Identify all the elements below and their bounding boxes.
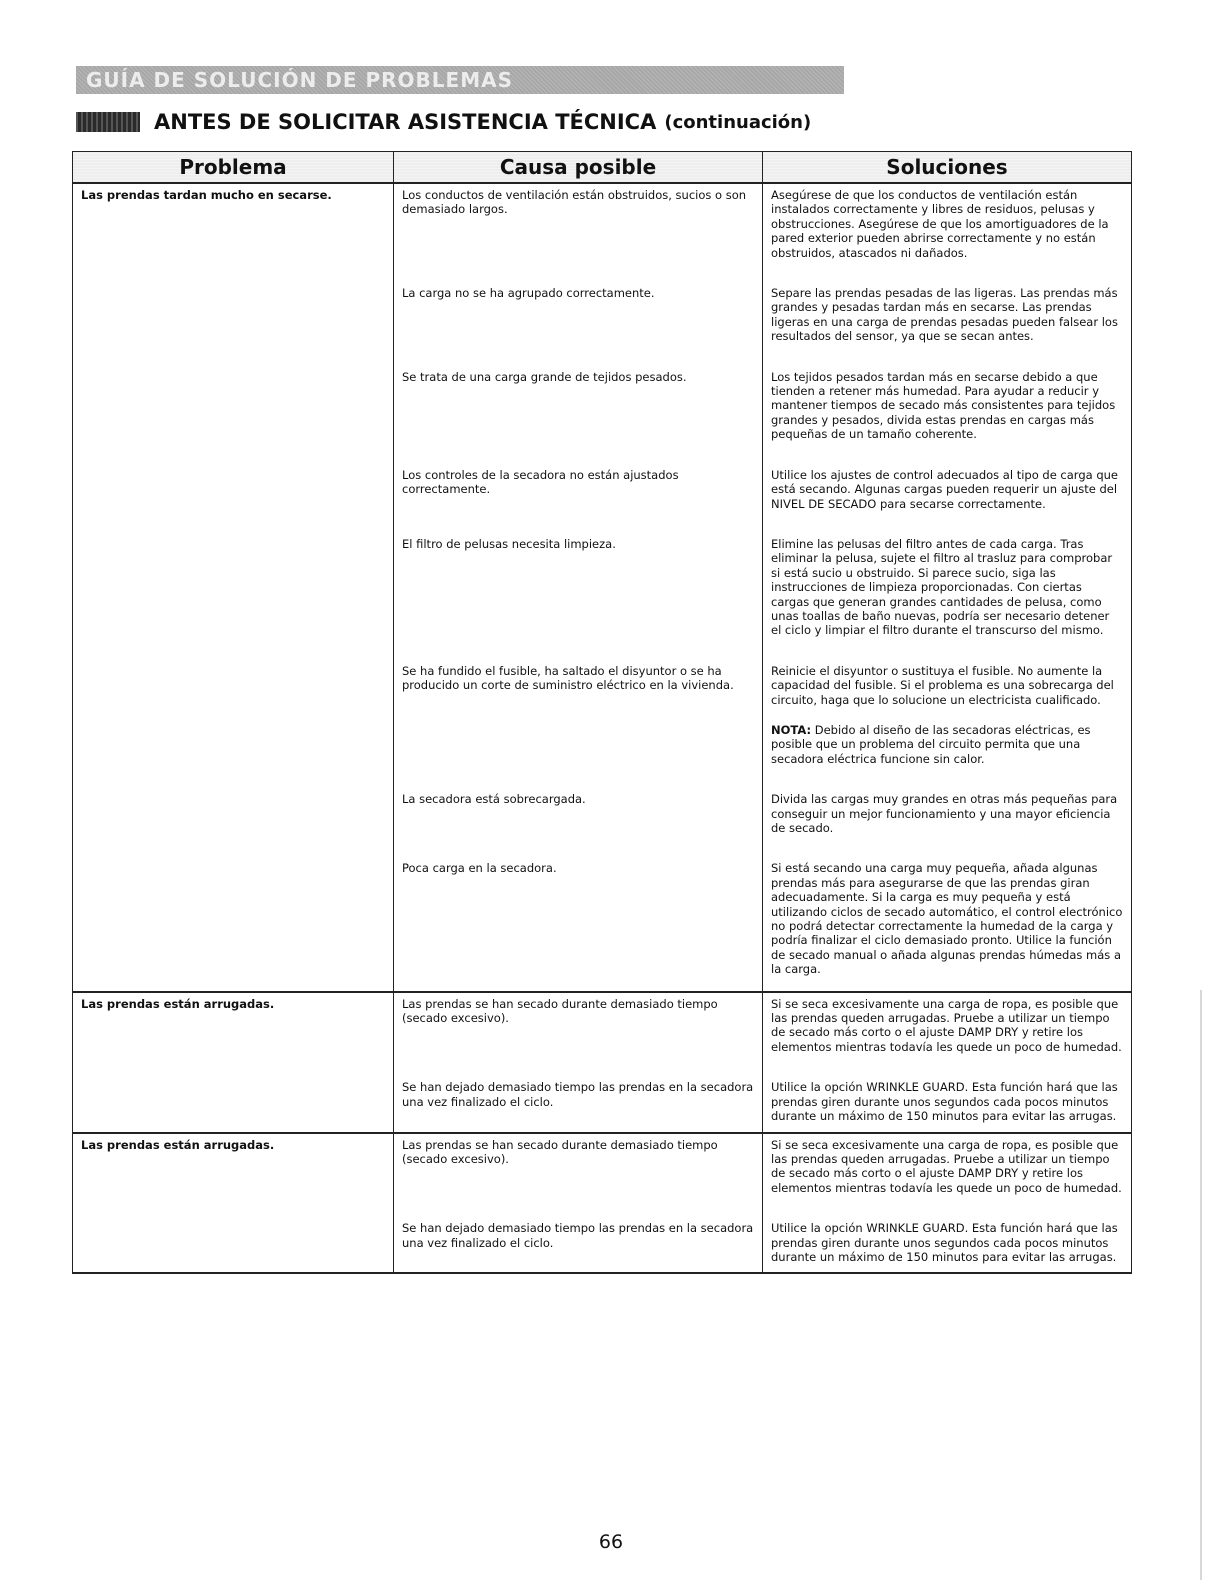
cause-cell: El filtro de pelusas necesita limpieza. [394, 533, 763, 660]
table-row [73, 992, 1132, 1077]
column-header-solution: Soluciones [763, 152, 1132, 184]
cause-cell: La secadora está sobrecargada. [394, 788, 763, 857]
note-text: Debido al diseño de las secadoras eléctricas, es posible que un problema del circuito permita que una secadora eléctrica funcione sin calor. [771, 722, 1091, 766]
scan-edge-line [1200, 990, 1202, 1580]
heading-subtitle: (continuación) [664, 111, 812, 133]
table-header-row [73, 152, 1132, 184]
solution-cell: Reinicie el disyuntor o sustituya el fusible. No aumente la capacidad del fusible. Si el problema es una sobrecarga del circuito, haga que lo solucione un electricista cualificado. [763, 660, 1132, 717]
cause-cell: Se han dejado demasiado tiempo las prendas en la secadora una vez finalizado el ciclo. [394, 1076, 763, 1132]
solution-cell: Los tejidos pesados tardan más en secarse debido a que tienden a retener más humedad. Para ayudar a reducir y mantener tiempos de secado más consistentes para tejidos grandes y pesados, divida estas prendas en cargas más pequeñas de un tamaño coherente. [763, 366, 1132, 464]
note-cell [763, 717, 1132, 788]
solution-cell: Elimine las pelusas del filtro antes de cada carga. Tras eliminar la pelusa, sujete el filtro al trasluz para comprobar si está sucio u obstruido. Si parece sucio, siga las instrucciones de limpieza proporcionadas. Con ciertas cargas que generan grandes cantidades de pelusa, como unas toallas de baño nuevas, podría ser necesario detener el ciclo y limpiar el filtro durante el transcurso del mismo. [763, 533, 1132, 660]
column-header-cause: Causa posible [394, 152, 763, 184]
column-header-problem: Problema [73, 152, 394, 184]
cause-cell: Las prendas se han secado durante demasiado tiempo (secado excesivo). [394, 992, 763, 1077]
solution-cell: Utilice los ajustes de control adecuados al tipo de carga que está secando. Algunas cargas pueden requerir un ajuste del NIVEL DE SECADO para secarse correctamente. [763, 464, 1132, 533]
problem-cell: Las prendas tardan mucho en secarse. [73, 183, 394, 992]
heading-title: ANTES DE SOLICITAR ASISTENCIA TÉCNICA [154, 110, 657, 134]
cause-cell: Se ha fundido el fusible, ha saltado el disyuntor o se ha producido un corte de suministro eléctrico en la vivienda. [394, 660, 763, 788]
page-number: 66 [598, 1531, 624, 1553]
heading-marker [76, 112, 140, 132]
note-label: NOTA: [771, 722, 812, 737]
problem-cell: Las prendas están arrugadas. [73, 1133, 394, 1274]
table-row [73, 1133, 1132, 1218]
solution-cell: Utilice la opción WRINKLE GUARD. Esta función hará que las prendas giren durante unos segundos cada pocos minutos durante un máximo de 150 minutos para evitar las arrugas. [763, 1076, 1132, 1132]
cause-cell: Los conductos de ventilación están obstruidos, sucios o son demasiado largos. [394, 183, 763, 282]
problem-cell: Las prendas están arrugadas. [73, 992, 394, 1133]
solution-cell: Separe las prendas pesadas de las ligeras. Las prendas más grandes y pesadas tardan más en secarse. Las prendas ligeras en una carga de prendas pesadas pueden falsear los resultados del sensor, ya que se secan antes. [763, 282, 1132, 366]
solution-cell: Divida las cargas muy grandes en otras más pequeñas para conseguir un mejor funcionamiento y una mayor eficiencia de secado. [763, 788, 1132, 857]
cause-cell: Poca carga en la secadora. [394, 857, 763, 991]
cause-cell: Se han dejado demasiado tiempo las prendas en la secadora una vez finalizado el ciclo. [394, 1217, 763, 1273]
table-row [73, 183, 1132, 282]
section-heading [76, 109, 811, 135]
cause-cell: Las prendas se han secado durante demasiado tiempo (secado excesivo). [394, 1133, 763, 1218]
solution-cell: Asegúrese de que los conductos de ventilación están instalados correctamente y libres de residuos, pelusas y obstrucciones. Asegúrese de que los amortiguadores de la pared exterior pueden abrirse correctamente y no están obstruidos, atascados ni dañados. [763, 183, 1132, 282]
solution-cell: Utilice la opción WRINKLE GUARD. Esta función hará que las prendas giren durante unos segundos cada pocos minutos durante un máximo de 150 minutos para evitar las arrugas. [763, 1217, 1132, 1273]
solution-cell: Si está secando una carga muy pequeña, añada algunas prendas más para asegurarse de que las prendas giran adecuadamente. Si la carga es muy pequeña y está utilizando ciclos de secado automático, el control electrónico no podrá detectar correctamente la humedad de la carga y podría finalizar el ciclo demasiado pronto. Utilice la función de secado manual o añada algunas prendas húmedas más a la carga. [763, 857, 1132, 991]
section-banner: GUÍA DE SOLUCIÓN DE PROBLEMAS [76, 66, 844, 94]
cause-cell: Los controles de la secadora no están ajustados correctamente. [394, 464, 763, 533]
troubleshooting-table [72, 151, 1132, 1274]
solution-cell: Si se seca excesivamente una carga de ropa, es posible que las prendas queden arrugadas. Pruebe a utilizar un tiempo de secado más corto o el ajuste DAMP DRY y retire los elementos mientras todavía les quede un poco de humedad. [763, 992, 1132, 1077]
solution-cell: Si se seca excesivamente una carga de ropa, es posible que las prendas queden arrugadas. Pruebe a utilizar un tiempo de secado más corto o el ajuste DAMP DRY y retire los elementos mientras todavía les quede un poco de humedad. [763, 1133, 1132, 1218]
cause-cell: La carga no se ha agrupado correctamente. [394, 282, 763, 366]
cause-cell: Se trata de una carga grande de tejidos pesados. [394, 366, 763, 464]
